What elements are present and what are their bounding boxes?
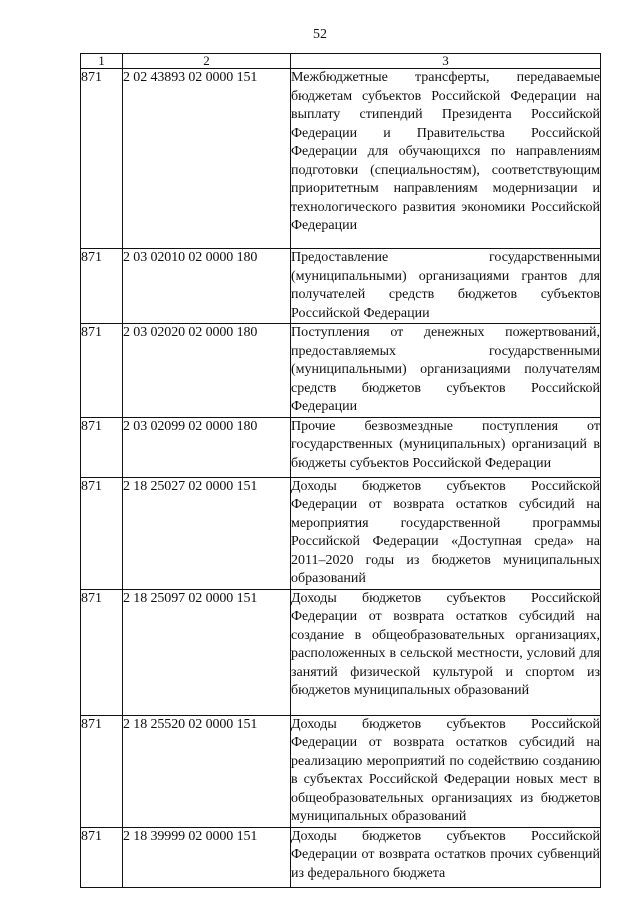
revenue-code-cell: 2 18 39999 02 0000 151	[123, 827, 291, 887]
column-header-1: 1	[81, 54, 123, 69]
description-cell: Предоставление государственными (муниципальными) организациями грантов для получателей средств бюджетов субъектов Российской Федерации	[291, 249, 601, 324]
description-cell: Доходы бюджетов субъектов Российской Федерации от возврата остатков прочих субвенций из федерального бюджета	[291, 827, 601, 887]
revenue-code-cell: 2 02 43893 02 0000 151	[123, 69, 291, 249]
table-row	[81, 249, 601, 324]
revenue-code-cell: 2 03 02020 02 0000 180	[123, 324, 291, 418]
revenue-code-cell: 2 03 02099 02 0000 180	[123, 417, 291, 477]
admin-code-cell: 871	[81, 324, 123, 418]
table-row	[81, 589, 601, 715]
description-cell: Доходы бюджетов субъектов Российской Федерации от возврата остатков субсидий на создание в общеобразовательных организациях, расположенных в сельской местности, условий для занятий физической культурой и спортом из бюджетов муниципальных образований	[291, 589, 601, 715]
column-header-3: 3	[291, 54, 601, 69]
admin-code-cell: 871	[81, 69, 123, 249]
table-row	[81, 715, 601, 827]
table-row	[81, 827, 601, 887]
description-cell: Межбюджетные трансферты, передаваемые бюджетам субъектов Российской Федерации на выплату стипендий Президента Российской Федерации и Правительства Российской Федерации для обучающихся по направлениям подготовки (специальностям), соответствующим приоритетным направлениям модернизации и технологического развития экономики Российской Федерации	[291, 69, 601, 249]
description-cell: Доходы бюджетов субъектов Российской Федерации от возврата остатков субсидий на реализацию мероприятий по содействию созданию в субъектах Российской Федерации новых мест в общеобразовательных организациях из бюджетов муниципальных образований	[291, 715, 601, 827]
description-cell: Прочие безвозмездные поступления от государственных (муниципальных) организаций в бюджеты субъектов Российской Федерации	[291, 417, 601, 477]
admin-code-cell: 871	[81, 589, 123, 715]
table-row	[81, 324, 601, 418]
revenue-code-cell: 2 18 25097 02 0000 151	[123, 589, 291, 715]
admin-code-cell: 871	[81, 477, 123, 589]
admin-code-cell: 871	[81, 249, 123, 324]
column-header-2: 2	[123, 54, 291, 69]
table-row	[81, 69, 601, 249]
revenue-classification-table	[80, 53, 601, 888]
page-number: 52	[313, 27, 327, 42]
description-cell: Доходы бюджетов субъектов Российской Федерации от возврата остатков субсидий на мероприятия государственной программы Российской Федерации «Доступная среда» на 2011–2020 годы из бюджетов муниципальных образований	[291, 477, 601, 589]
revenue-code-cell: 2 18 25520 02 0000 151	[123, 715, 291, 827]
revenue-code-cell: 2 18 25027 02 0000 151	[123, 477, 291, 589]
admin-code-cell: 871	[81, 417, 123, 477]
table-row	[81, 417, 601, 477]
table-header-row	[81, 54, 601, 69]
admin-code-cell: 871	[81, 715, 123, 827]
table-row	[81, 477, 601, 589]
description-cell: Поступления от денежных пожертвований, предоставляемых государственными (муниципальными) организациями получателям средств бюджетов субъектов Российской Федерации	[291, 324, 601, 418]
revenue-code-cell: 2 03 02010 02 0000 180	[123, 249, 291, 324]
admin-code-cell: 871	[81, 827, 123, 887]
